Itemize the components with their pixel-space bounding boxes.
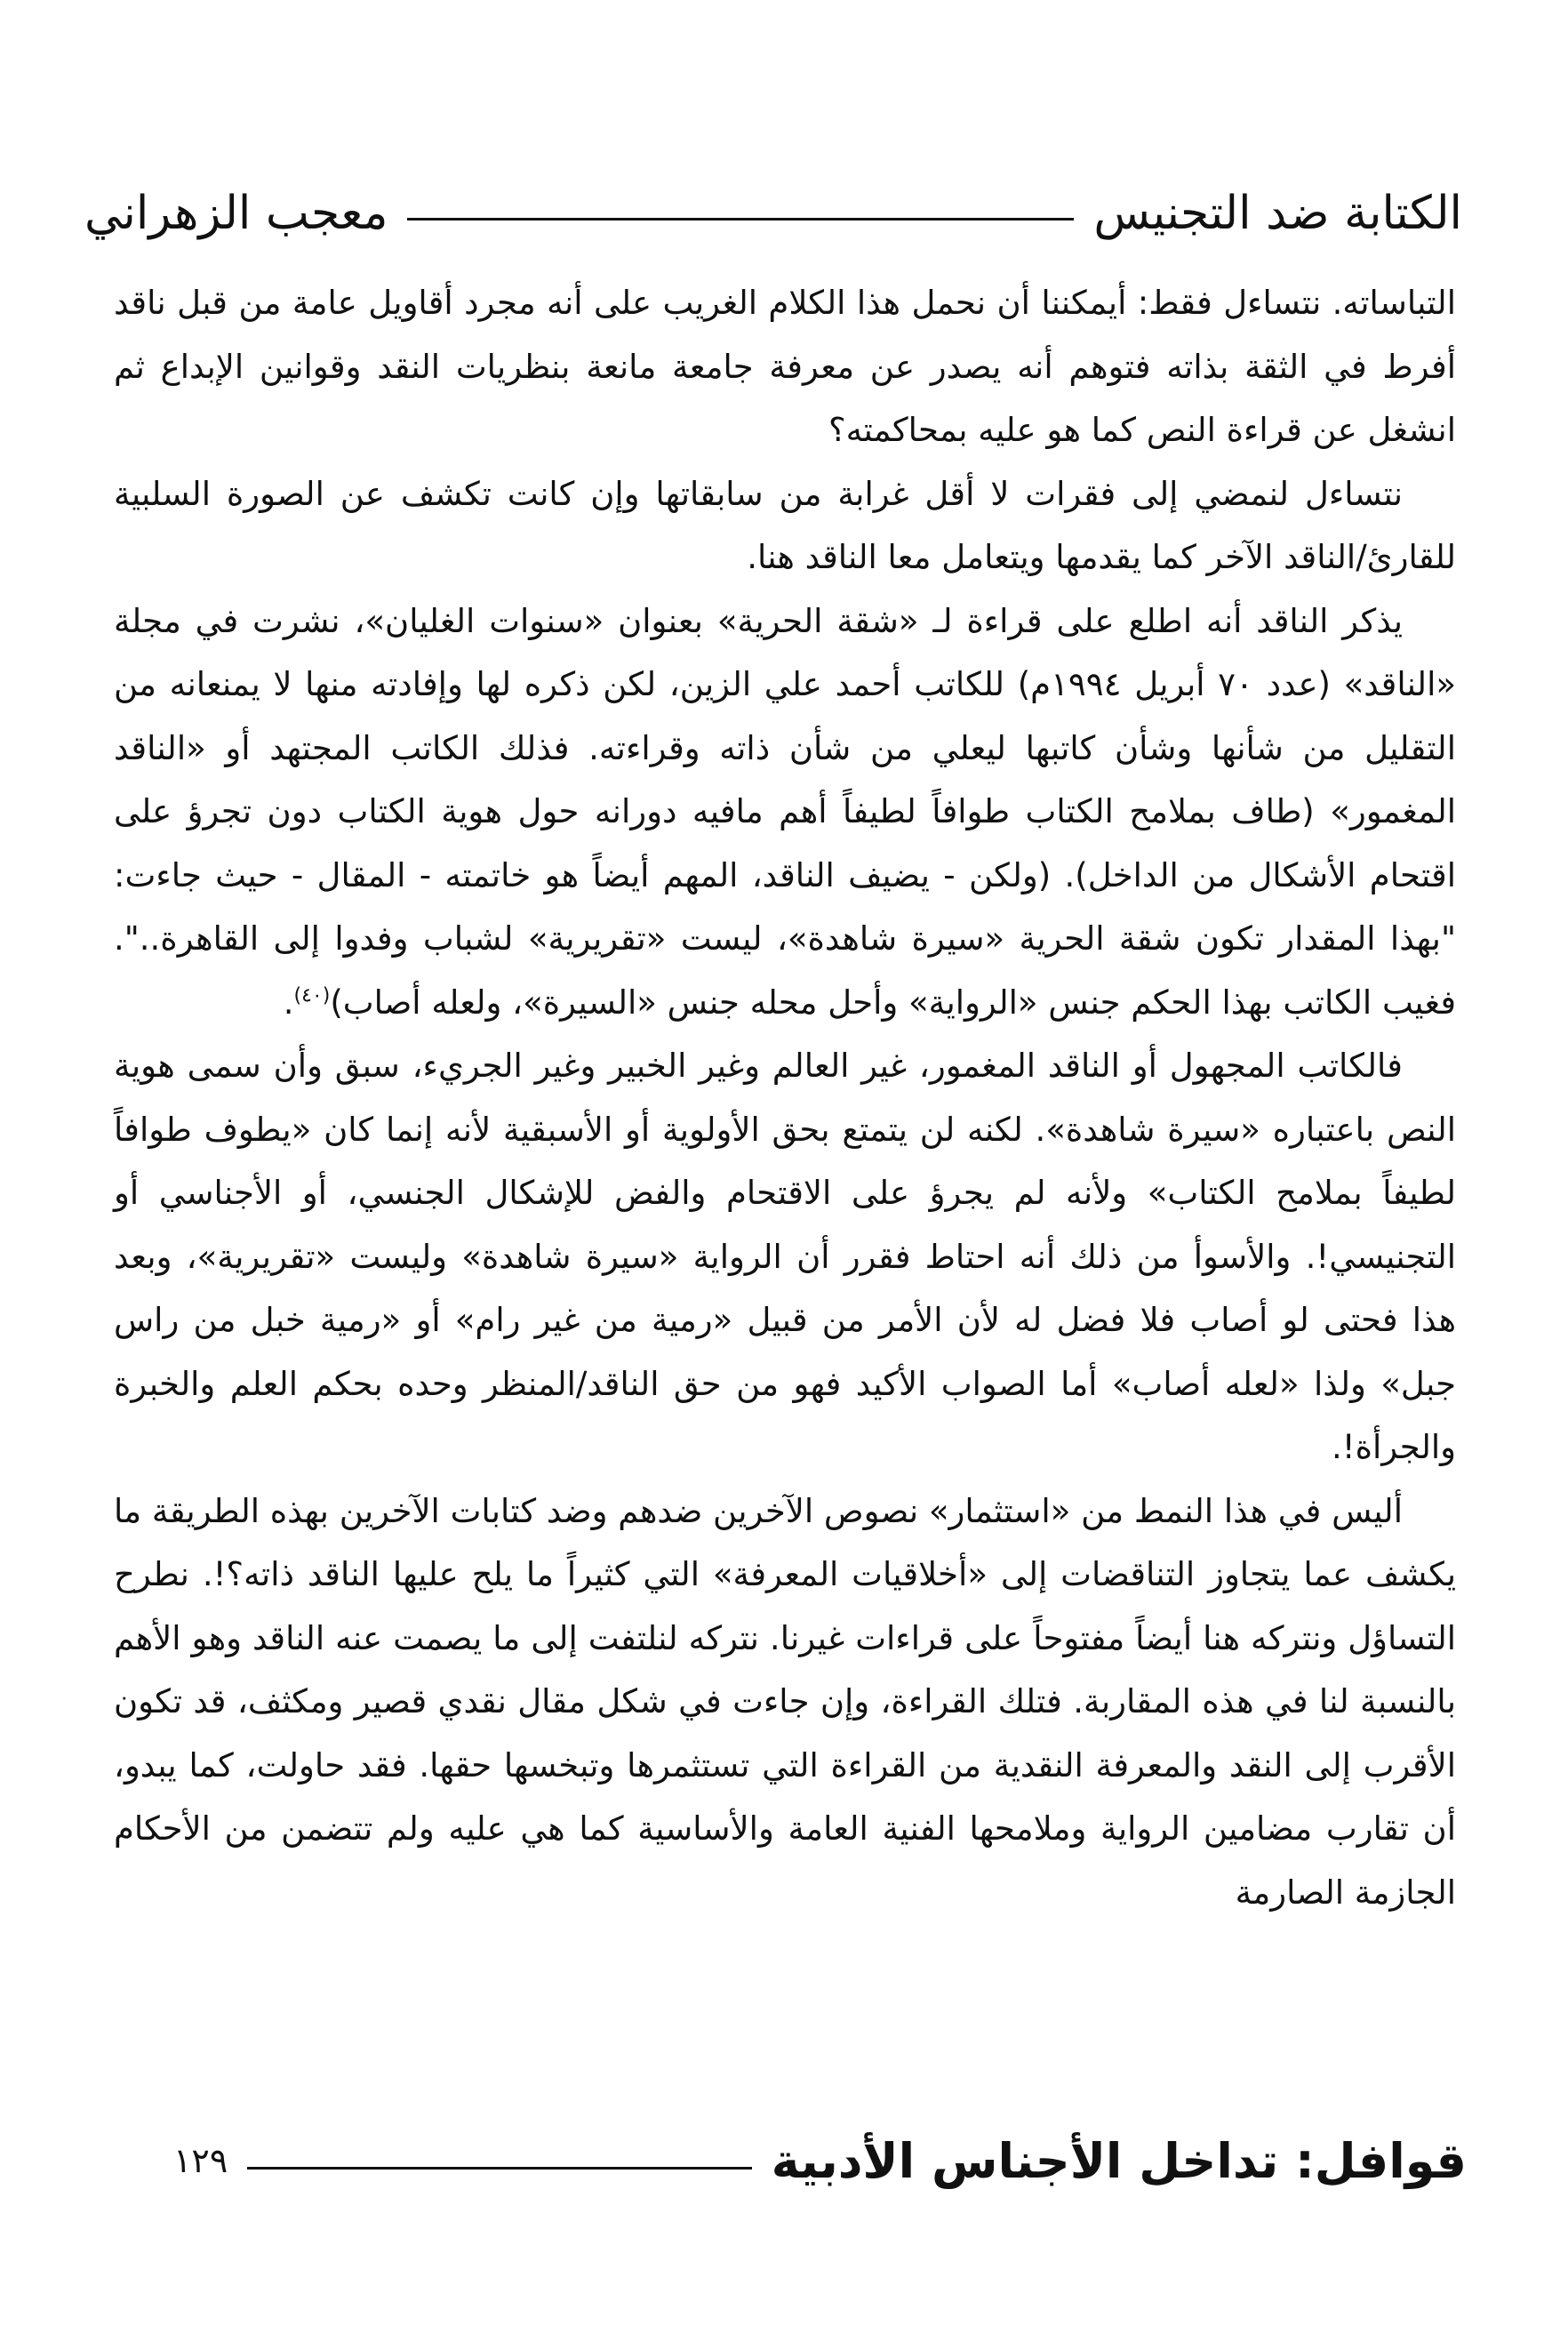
running-header [84, 182, 1462, 245]
paragraph-1 [114, 271, 1456, 462]
paragraph-4-text: فالكاتب المجهول أو الناقد المغمور، غير العالم وغير الخبير وغير الجريء، سبق وأن سمى هوية النص باعتباره «سيرة شاهدة». لكنه لن يتمتع بحق الأولوية أو الأسبقية لأنه إنما كان «يطوف طوافاً لطيفاً بملامح الكتاب» ولأنه لم يجرؤ على الاقتحام والفض للإشكال الجنسي، أو الأجناسي أو التجنيسي!. والأسوأ من ذلك أنه احتاط فقرر أن الرواية «سيرة شاهدة» وليست «تقريرية»، وبعد هذا فحتى لو أصاب فلا فضل له لأن الأمر من قبيل «رمية من غير رام» أو «رمية خبل من راس جبل» ولذا «لعله أصاب» أما الصواب الأكيد فهو من حق الناقد/المنظر وحده بحكم العلم والخبرة والجرأة!. [114, 1047, 1456, 1466]
header-author: معجب الزهراني [84, 187, 388, 240]
running-footer [173, 2129, 1467, 2192]
header-rule [407, 218, 1074, 221]
paragraph-5-text: أليس في هذا النمط من «استثمار» نصوص الآخرين ضدهم وضد كتابات الآخرين بهذه الطريقة ما يكشف عما يتجاوز التناقضات إلى «أخلاقيات المعرفة» التي كثيراً ما يلح عليها الناقد ذاته؟!. نطرح التساؤل ونتركه هنا أيضاً مفتوحاً على قراءات غيرنا. نتركه لنلتفت إلى ما يصمت عنه الناقد وهو الأهم بالنسبة لنا في هذه المقاربة. فتلك القراءة، وإن جاءت في شكل مقال نقدي قصير ومكثف، قد تكون الأقرب إلى النقد والمعرفة النقدية من القراءة التي تستثمرها وتبخسها حقها. فقد حاولت، كما يبدو، أن تقارب مضامين الرواية وملامحها الفنية العامة والأساسية كما هي عليه ولم تتضمن من الأحكام الجازمة الصارمة [114, 1491, 1456, 1912]
page-number: ١٢٩ [173, 2141, 228, 2180]
body-text [114, 271, 1456, 1924]
paragraph-5 [114, 1480, 1456, 1925]
header-title: الكتابة ضد التجنيس [1093, 187, 1462, 240]
paragraph-3-text: يذكر الناقد أنه اطلع على قراءة لـ «شقة الحرية» بعنوان «سنوات الغليان»، نشرت في مجلة «الناقد» (عدد ٧٠ أبريل ١٩٩٤م) للكاتب أحمد علي الزين، لكن ذكره لها وإفادته منها لا يمنعانه من التقليل من شأنها وشأن كاتبها ليعلي من شأن ذاته وقراءته. فذلك الكاتب المجتهد أو «الناقد المغمور» (طاف بملامح الكتاب طوافاً لطيفاً أهم مافيه دورانه حول هوية الكتاب دون تجرؤ على اقتحام الأشكال من الداخل). (ولكن - يضيف الناقد، المهم أيضاً هو خاتمته - المقال - حيث جاءت: "بهذا المقدار تكون شقة الحرية «سيرة شاهدة»، ليست «تقريرية» لشباب وفدوا إلى القاهرة..". فغيب الكاتب بهذا الحكم جنس «الرواية» وأحل محله جنس «السيرة»، ولعله أصاب) [114, 601, 1456, 1022]
footer-series-title: قوافل: تداخل الأجناس الأدبية [771, 2132, 1467, 2189]
paragraph-3-tail: . [283, 983, 294, 1022]
footer-rule [247, 2167, 751, 2170]
paragraph-2-text: نتساءل لنمضي إلى فقرات لا أقل غرابة من سابقاتها وإن كانت تكشف عن الصورة السلبية للقارئ/الناقد الآخر كما يقدمها ويتعامل معا الناقد هنا. [114, 474, 1456, 576]
footnote-reference: (٤٠) [293, 984, 331, 1007]
paragraph-4 [114, 1034, 1456, 1480]
paragraph-2 [114, 462, 1456, 590]
paragraph-1-text: التباساته. نتساءل فقط: أيمكننا أن نحمل هذا الكلام الغريب على أنه مجرد أقاويل عامة من قبل ناقد أفرط في الثقة بذاته فتوهم أنه يصدر عن معرفة جامعة مانعة بنظريات النقد وقوانين الإبداع ثم انشغل عن قراءة النص كما هو عليه بمحاكمته؟ [114, 284, 1456, 449]
paragraph-3 [114, 590, 1456, 1035]
